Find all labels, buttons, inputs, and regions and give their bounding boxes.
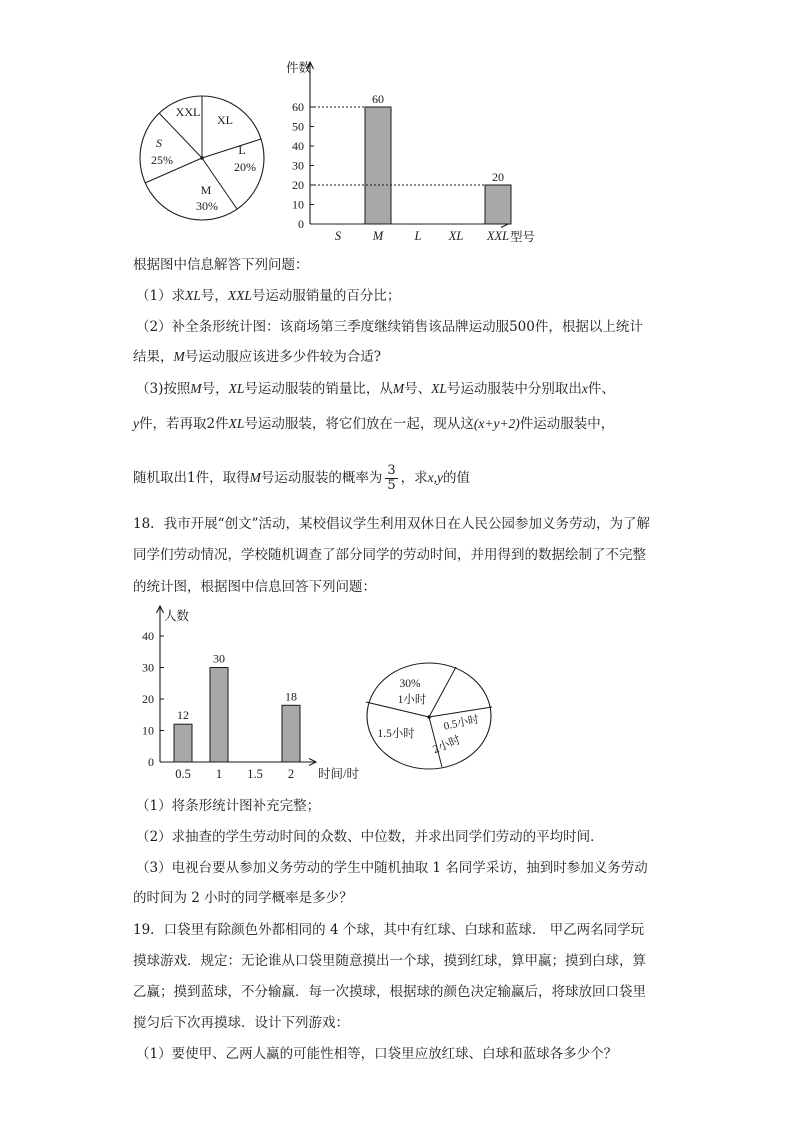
size-xl: XL: [431, 381, 447, 396]
q17-bars-group: [286, 60, 535, 244]
pie-pct-l: 20%: [234, 160, 256, 174]
q18-bar-chart: [136, 602, 372, 788]
size-xxl: XXL: [227, 288, 252, 303]
pie-label-xl: XL: [217, 113, 233, 127]
text: ，求: [400, 470, 428, 486]
x-axis-label: 型号: [510, 230, 536, 244]
text: （3)按照: [136, 381, 191, 397]
var-y: y: [133, 416, 139, 431]
size-m: M: [190, 381, 202, 396]
text: 号，: [201, 381, 229, 397]
q17-question-3-line3: [133, 458, 470, 498]
bar: [365, 107, 391, 224]
y-tick-label: 0: [148, 755, 154, 769]
q17-question-3-line1: [136, 379, 615, 399]
q19-line1: 19．口袋里有除颜色外都相同的 4 个球，其中有红球、白球和蓝球． 甲乙两名同学玩: [133, 922, 645, 938]
y-tick-label: 40: [292, 139, 304, 153]
text: 号、: [404, 381, 432, 397]
bar: [174, 724, 192, 762]
bar-value-label: 20: [492, 170, 504, 184]
size-m: M: [249, 470, 261, 485]
x-tick-label: 2: [287, 767, 295, 781]
pie-pct-s: 25%: [151, 153, 173, 167]
text: 号运动服装的销量比，从: [244, 381, 393, 397]
q18-bars-group: [142, 606, 359, 781]
q17-intro: 根据图中信息解答下列问题：: [133, 257, 309, 273]
q17-question-2-line2: [133, 347, 381, 367]
y-axis-label: 人数: [164, 609, 190, 623]
bar: [282, 705, 300, 762]
text: 号运动服装的概率为: [260, 470, 383, 486]
y-tick-label: 60: [292, 100, 304, 114]
bar-value-label: 30: [213, 651, 225, 666]
pie-label-m: M: [200, 183, 212, 197]
x-tick-label: S: [334, 229, 342, 243]
q18-question-1: （1）将条形统计图补充完整；: [136, 798, 321, 814]
var-x: x: [581, 381, 588, 396]
y-tick-label: 0: [298, 217, 304, 231]
pie-divider: [202, 139, 261, 158]
text: 件运动服装中，: [519, 416, 615, 432]
x-tick-label: 1.5: [247, 767, 263, 781]
y-axis-label: 件数: [286, 61, 312, 75]
q18-question-2: （2）求抽查的学生劳动时间的众数、中位数，并求出同学们劳动的平均时间．: [136, 829, 604, 845]
q18-line3: 的统计图，根据图中信息回答下列问题：: [133, 579, 376, 595]
size-xl: XL: [228, 416, 245, 431]
bar: [485, 185, 511, 224]
q19-question-1: （1）要使甲、乙两人赢的可能性相等，口袋里应放红球、白球和蓝球各多少个？: [136, 1046, 618, 1062]
pie-label-2h: 2小时: [431, 734, 463, 757]
q18-line1: 18．我市开展“创文”活动，某校倡议学生利用双休日在人民公园参加义务劳动，为了解: [133, 516, 650, 532]
bar-value-label: 12: [177, 708, 189, 723]
bar-value-label: 60: [372, 92, 384, 106]
fraction: [385, 464, 397, 493]
y-tick-label: 10: [292, 197, 304, 212]
pie-label-1h: 1小时: [397, 694, 427, 706]
x-axis-label: 时间/时: [318, 767, 359, 781]
q18-line2: 同学们劳动情况，学校随机调查了部分同学的劳动时间，并用得到的数据绘制了不完整: [133, 547, 646, 563]
size-xl: XL: [228, 381, 245, 396]
pie-label-1-5h: 1.5小时: [377, 728, 415, 740]
y-tick-label: 50: [292, 119, 304, 134]
pie-center: [427, 715, 431, 719]
x-tick-label: XL: [448, 229, 464, 243]
pie-divider: [429, 667, 456, 717]
q17-question-1: [136, 286, 400, 306]
size-m: M: [392, 381, 405, 396]
text: 号，: [200, 288, 228, 304]
pie-label-s: S: [156, 136, 162, 150]
text: （1）求: [136, 288, 186, 304]
text: 随机取出1件，取得: [133, 470, 250, 486]
y-tick-label: 30: [292, 158, 304, 173]
q19-line4: 搅匀后下次再摸球．设计下列游戏：: [133, 1015, 349, 1031]
q17-pie-chart: [136, 88, 270, 228]
bar: [210, 668, 228, 763]
pie-pct-1h: 30%: [399, 678, 421, 690]
size-xl: XL: [185, 288, 201, 303]
expression: (x+y+2): [473, 416, 520, 431]
text: 结果，: [133, 349, 174, 365]
q17-question-3-line2: [133, 414, 614, 434]
x-tick-label: XXL: [486, 229, 510, 243]
y-tick-label: 40: [142, 629, 154, 643]
y-tick-label: 20: [142, 692, 154, 706]
size-m: M: [173, 349, 185, 364]
q19-line3: 乙赢；摸到蓝球，不分输赢．每一次摸球，根据球的颜色决定输赢后，将球放回口袋里: [133, 984, 646, 1000]
q18-question-3-line1: （3）电视台要从参加义务劳动的学生中随机抽取 1 名同学采访，抽到时参加义务劳动: [136, 860, 648, 876]
pie-label-xxl: XXL: [175, 105, 201, 119]
vars-xy: x,y: [427, 470, 443, 485]
text: 号运动服装，将它们放在一起，现从这: [244, 416, 474, 432]
text: 件，若再取2件: [139, 416, 229, 432]
q18-pie-chart: [362, 660, 498, 772]
y-tick-label: 10: [142, 723, 154, 738]
pie-label-0-5h: 0.5小时: [442, 713, 481, 733]
text: 号运动服销量的百分比；: [251, 288, 401, 304]
q18-question-3-line2: 的时间为 2 小时的同学概率是多少？: [133, 890, 353, 906]
q17-question-2-line1: （2）补全条形统计图：该商场第三季度继续销售该品牌运动服500件，根据以上统计: [136, 319, 643, 335]
y-tick-label: 20: [292, 178, 304, 192]
text: 号运动服应该进多少件较为合适?: [184, 349, 381, 365]
q19-line2: 摸球游戏．规定：无论谁从口袋里随意摸出一个球，摸到红球，算甲赢；摸到白球，算: [133, 953, 646, 969]
text: 的值: [442, 470, 470, 486]
y-tick-label: 30: [142, 660, 154, 675]
text: 号运动服装中分别取出: [446, 381, 582, 397]
pie-divider: [159, 113, 202, 158]
x-tick-label: L: [414, 229, 422, 243]
q17-bar-chart: [268, 56, 548, 246]
bar-value-label: 18: [285, 689, 297, 704]
numerator: 3: [387, 463, 396, 478]
denominator: 5: [387, 478, 396, 493]
x-tick-label: 1: [215, 767, 223, 781]
x-tick-label: M: [372, 229, 384, 243]
pie-center: [200, 156, 204, 160]
pie-pct-m: 30%: [196, 199, 218, 213]
pie-label-l: L: [238, 143, 246, 157]
text: 件、: [587, 381, 615, 397]
x-tick-label: 0.5: [175, 767, 191, 781]
pie-divider: [429, 707, 492, 717]
